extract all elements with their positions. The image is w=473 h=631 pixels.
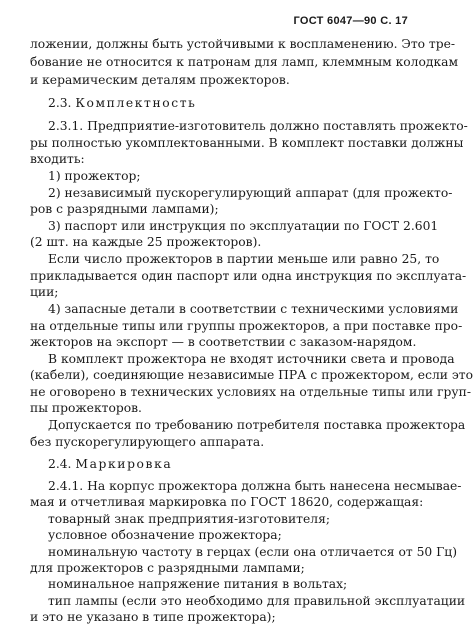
section-heading-2-3	[48, 96, 398, 111]
text-line: номинальное напряжение питания в вольтах;	[48, 577, 348, 591]
page-header: ГОСТ 6047—90 С. 17	[293, 15, 408, 27]
text-line: пы прожекторов.	[30, 401, 142, 415]
text-line: ции;	[30, 285, 59, 299]
text-line: В комплект прожектора не входят источники света и провода	[48, 352, 455, 366]
text-line: не оговорено в технических условиях на отдельные типы или груп-	[30, 385, 472, 399]
section-heading-2-4	[48, 457, 398, 472]
text-line: Допускается по требованию потребителя поставка прожектора	[48, 418, 466, 432]
text-line: Если число прожекторов в партии меньше или равно 25, то	[48, 252, 440, 266]
section-number: 2.3.	[48, 96, 72, 110]
list-item: 2) независимый пускорегулирующий аппарат (для прожекто-	[48, 186, 453, 200]
text-line: без пускорегулирующего аппарата.	[30, 435, 265, 449]
text-line: условное обозначение прожектора;	[48, 528, 282, 542]
text-line: для прожекторов с разрядными лампами;	[30, 561, 305, 575]
text-line: (кабели), соединяющие независимые ПРА с прожектором, если это	[30, 368, 473, 382]
text-line: мая и отчетливая маркировка по ГОСТ 18620, содержащая:	[30, 495, 424, 509]
text-line: тип лампы (если это необходимо для правильной эксплуатации	[48, 594, 466, 608]
text-line: и керамическим деталям прожекторов.	[30, 73, 290, 87]
section-title: Маркировка	[75, 457, 173, 471]
text-line: ры полностью укомплектованными. В комплект поставки должны	[30, 136, 464, 150]
text-line: 2.4.1. На корпус прожектора должна быть нанесена несмывае-	[48, 479, 462, 493]
text-line: ложении, должны быть устойчивыми к воспламенению. Это тре-	[30, 37, 456, 51]
text-line: товарный знак предприятия-изготовителя;	[48, 512, 330, 526]
text-line: прикладывается один паспорт или одна инструкция по эксплуата-	[30, 269, 467, 283]
list-item: 4) запасные детали в соответствии с техническими условиями	[48, 302, 459, 316]
section-title: Комплектность	[75, 96, 197, 110]
text-line: и это не указано в типе прожектора);	[30, 610, 276, 624]
list-item: 1) прожектор;	[48, 169, 141, 183]
text-line: 2.3.1. Предприятие-изготовитель должно поставлять прожекто-	[48, 119, 468, 133]
text-line: ров с разрядными лампами);	[30, 202, 219, 216]
text-line: бование не относится к патронам для ламп, клеммным колодкам	[30, 55, 459, 69]
list-item: 3) паспорт или инструкция по эксплуатации по ГОСТ 2.601	[48, 219, 439, 233]
text-line: (2 шт. на каждые 25 прожекторов).	[30, 235, 262, 249]
section-number: 2.4.	[48, 457, 72, 471]
text-line: жекторов на экспорт — в соответствии с заказом-нарядом.	[30, 335, 417, 349]
text-line: входить:	[30, 152, 85, 166]
text-line: номинальную частоту в герцах (если она отличается от 50 Гц)	[48, 545, 457, 559]
text-line: на отдельные типы или группы прожекторов, а при поставке про-	[30, 319, 463, 333]
